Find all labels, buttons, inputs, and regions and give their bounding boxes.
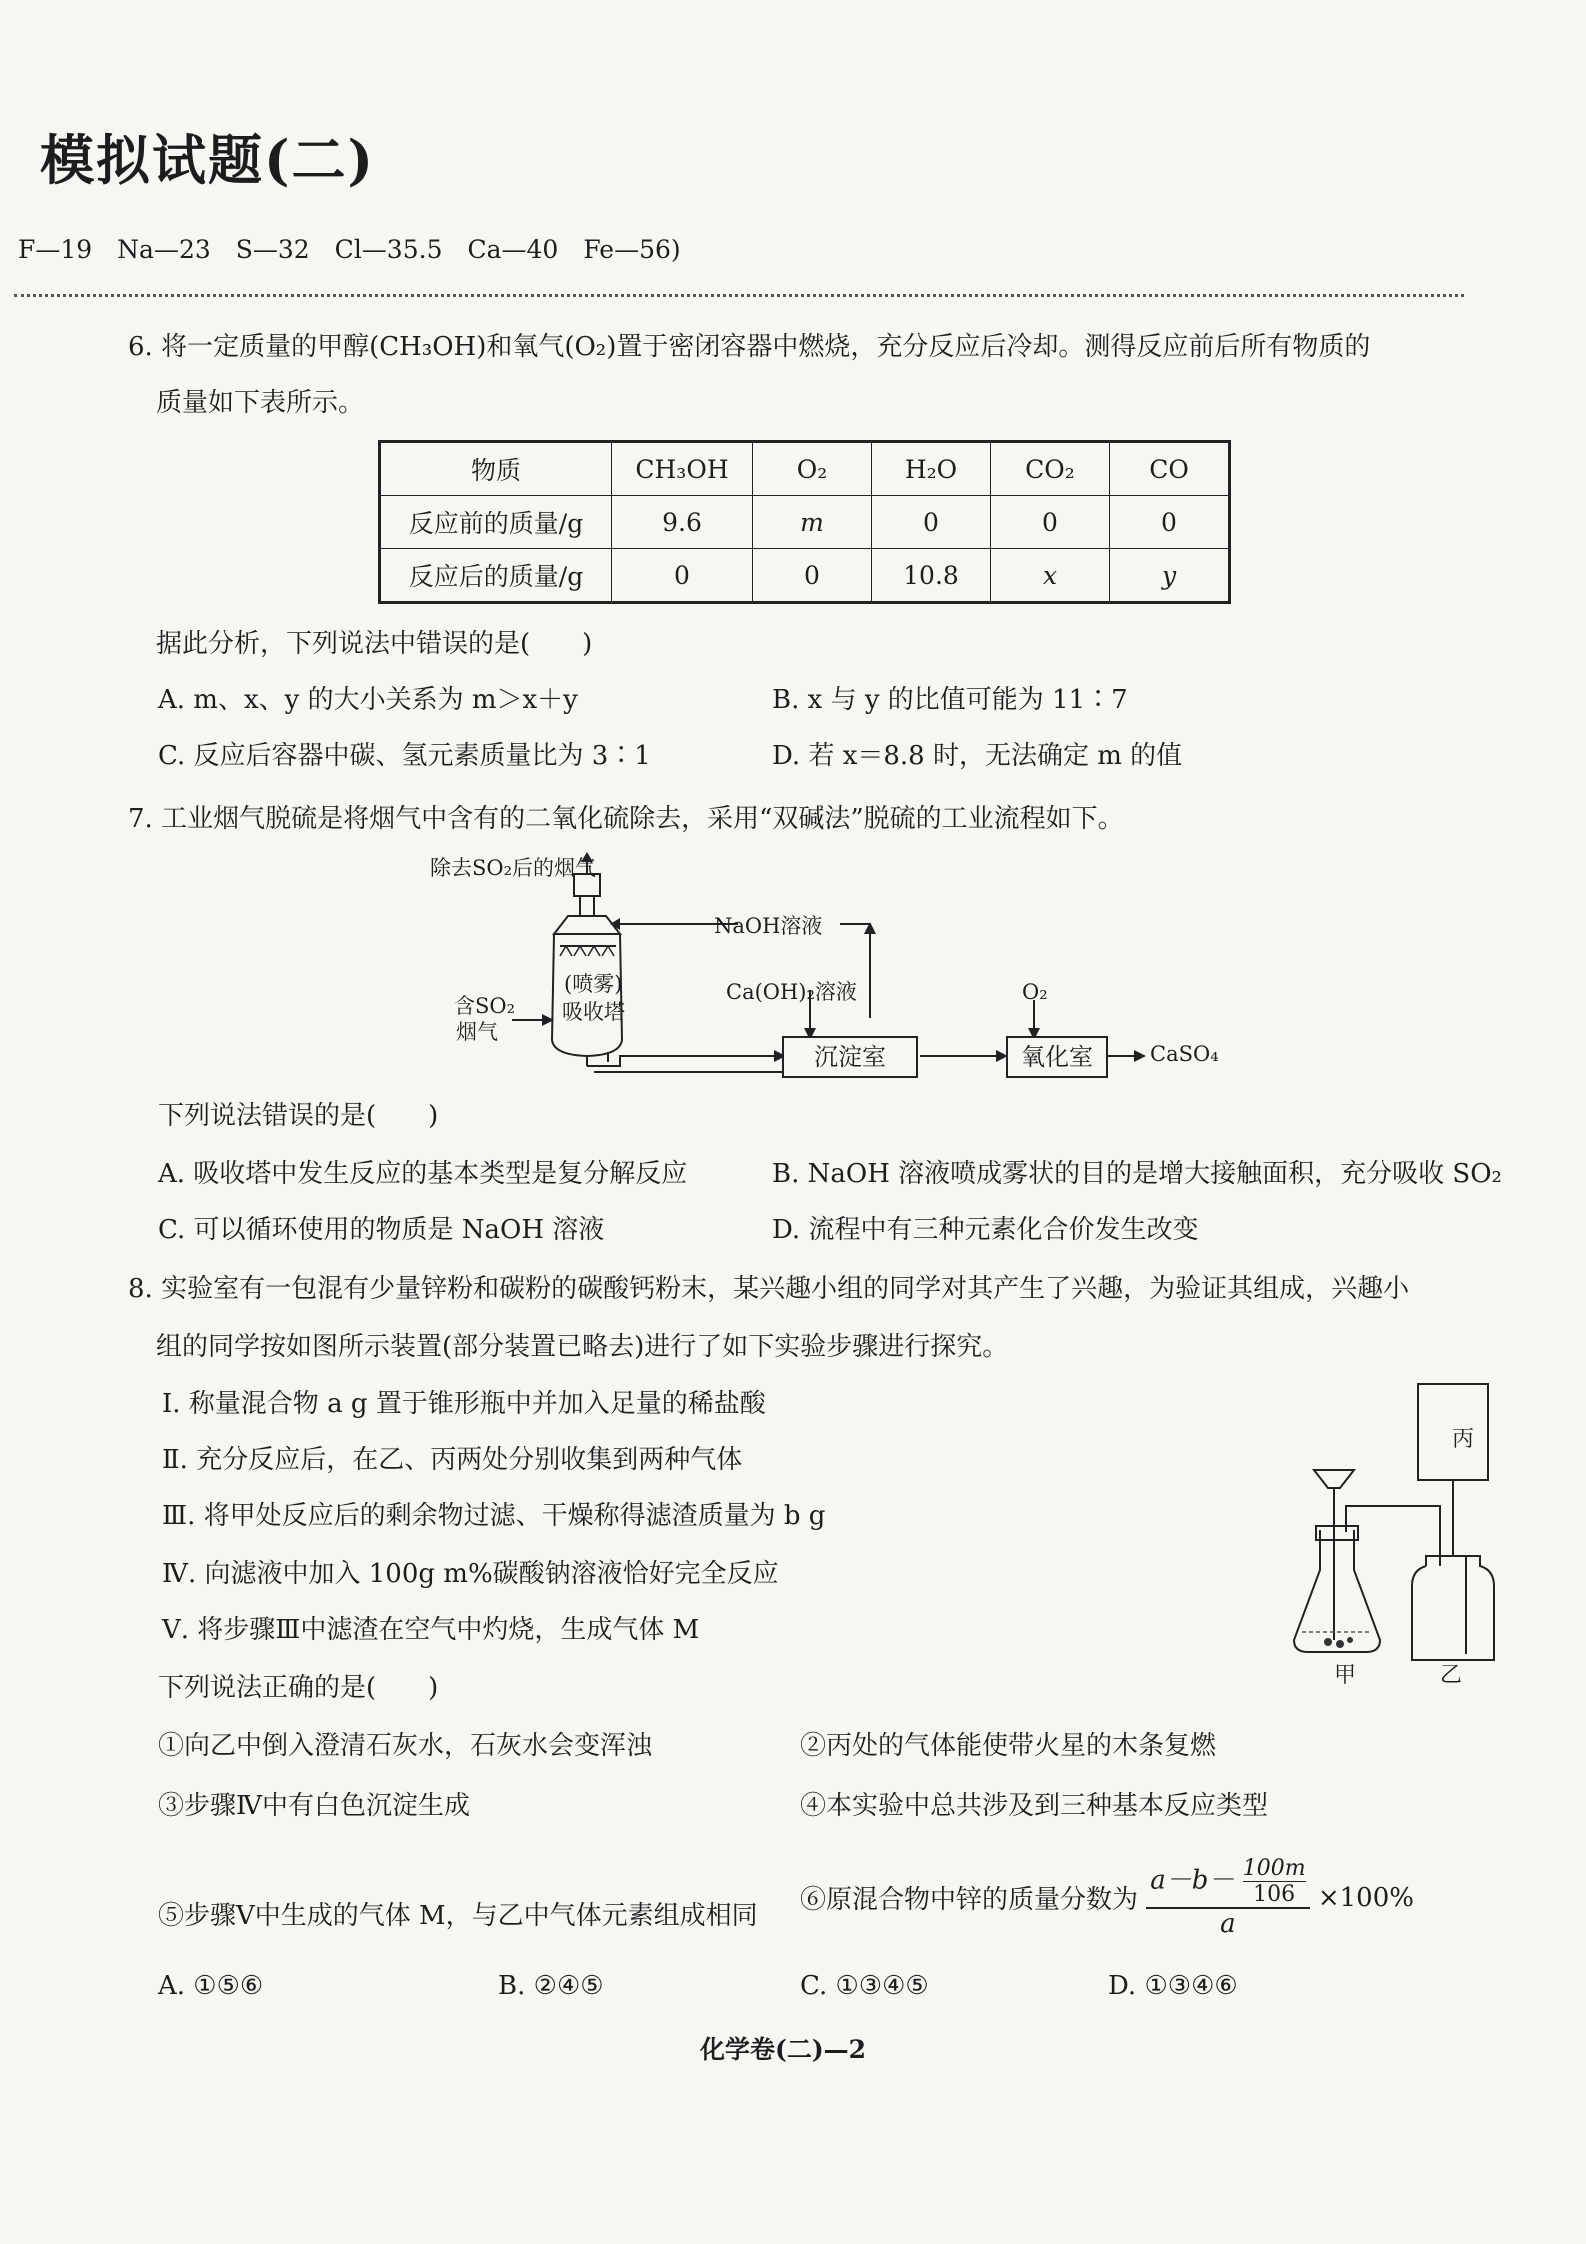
dotted-divider [14, 294, 1464, 297]
q8-fraction-denominator: a [1220, 1909, 1236, 1939]
q8-statement-6 [800, 1856, 1414, 1939]
table-row [380, 549, 1230, 603]
q7-stem: 7. 工业烟气脱硫是将烟气中含有的二氧化硫除去，采用“双碱法”脱硫的工业流程如下。 [128, 804, 1124, 834]
table-header-cell: 物质 [380, 442, 612, 496]
table-cell: m [753, 496, 872, 549]
q8-statement-4: ④本实验中总共涉及到三种基本反应类型 [800, 1791, 1269, 1821]
table-cell: 9.6 [612, 496, 753, 549]
q7-caoh2-label: Ca(OH)₂溶液 [726, 980, 857, 1004]
q7-naoh-label: NaOH溶液 [714, 914, 823, 938]
table-cell: 反应后的质量/g [380, 549, 612, 603]
table-header-cell: O₂ [753, 442, 872, 496]
page-title: 模拟试题(二) [40, 128, 376, 192]
table-row [380, 496, 1230, 549]
q7-oxidation-room: 氧化室 [1006, 1036, 1108, 1078]
q8-statement-2: ②丙处的气体能使带火星的木条复燃 [800, 1731, 1217, 1761]
q8-step-4: Ⅳ. 向滤液中加入 100g m%碳酸钠溶液恰好完全反应 [162, 1559, 779, 1589]
q8-apparatus-label-jia: 甲 [1334, 1663, 1357, 1688]
page-footer: 化学卷(二)—2 [700, 2035, 867, 2064]
q8-step-1: Ⅰ. 称量混合物 a g 置于锥形瓶中并加入足量的稀盐酸 [162, 1389, 766, 1419]
q7-option-b: B. NaOH 溶液喷成雾状的目的是增大接触面积，充分吸收 SO₂ [772, 1159, 1502, 1189]
q7-in-gas-label-2: 烟气 [456, 1020, 498, 1044]
q7-settle-room: 沉淀室 [782, 1036, 918, 1078]
q6-mass-table [378, 440, 1231, 604]
q8-option-a: A. ①⑤⑥ [158, 1971, 264, 2001]
q8-statement-6-suffix: ×100% [1317, 1882, 1414, 1913]
table-cell: y [1110, 549, 1230, 603]
q7-tower-label: 吸收塔 [562, 1000, 625, 1024]
q7-option-a: A. 吸收塔中发生反应的基本类型是复分解反应 [158, 1159, 688, 1189]
q7-spray-label: (喷雾) [564, 972, 623, 996]
table-cell: 0 [1110, 496, 1230, 549]
q8-statement-1: ①向乙中倒入澄清石灰水，石灰水会变浑浊 [158, 1731, 653, 1761]
q8-question: 下列说法正确的是( ) [158, 1673, 439, 1703]
table-header-cell: CO₂ [991, 442, 1110, 496]
q8-statement-3: ③步骤Ⅳ中有白色沉淀生成 [158, 1791, 470, 1821]
table-cell: x [991, 549, 1110, 603]
q6-question: 据此分析，下列说法中错误的是( ) [156, 629, 593, 659]
q7-option-d: D. 流程中有三种元素化合价发生改变 [772, 1215, 1199, 1245]
q8-statement-5: ⑤步骤Ⅴ中生成的气体 M，与乙中气体元素组成相同 [158, 1901, 758, 1931]
q6-option-d: D. 若 x＝8.8 时，无法确定 m 的值 [772, 741, 1183, 771]
q7-question: 下列说法错误的是( ) [158, 1101, 439, 1131]
q8-apparatus-label-yi: 乙 [1440, 1663, 1463, 1688]
q8-option-d: D. ①③④⑥ [1108, 1971, 1238, 2001]
atomic-masses: F—19 Na—23 S—32 Cl—35.5 Ca—40 Fe—56) [18, 235, 681, 264]
table-header-cell: CO [1110, 442, 1230, 496]
q8-step-5: Ⅴ. 将步骤Ⅲ中滤渣在空气中灼烧，生成气体 M [162, 1615, 700, 1645]
q7-option-c: C. 可以循环使用的物质是 NaOH 溶液 [158, 1215, 605, 1245]
table-cell: 0 [991, 496, 1110, 549]
table-header-row [380, 442, 1230, 496]
q6-option-a: A. m、x、y 的大小关系为 m＞x＋y [158, 685, 578, 715]
q8-inner-denominator: 106 [1253, 1882, 1296, 1907]
q6-stem-line2: 质量如下表所示。 [156, 388, 365, 418]
q7-in-gas-label-1: 含SO₂ [454, 994, 516, 1018]
table-cell: 反应前的质量/g [380, 496, 612, 549]
table-header-cell: CH₃OH [612, 442, 753, 496]
q6-stem-line1: 6. 将一定质量的甲醇(CH₃OH)和氧气(O₂)置于密闭容器中燃烧，充分反应后冷却。测得反应前后所有物质的 [128, 332, 1371, 362]
q8-stem-line1: 8. 实验室有一包混有少量锌粉和碳粉的碳酸钙粉末，某兴趣小组的同学对其产生了兴趣，为验证其组成，兴趣小 [128, 1274, 1410, 1304]
q8-fraction-numerator: a－b－ [1150, 1865, 1235, 1896]
q7-out-gas-label: 除去SO₂后的烟气 [430, 856, 597, 880]
q8-step-3: Ⅲ. 将甲处反应后的剩余物过滤、干燥称得滤渣质量为 b g [162, 1501, 826, 1531]
q7-product-label: CaSO₄ [1150, 1042, 1219, 1066]
q6-option-b: B. x 与 y 的比值可能为 11∶7 [772, 685, 1128, 715]
q8-step-2: Ⅱ. 充分反应后，在乙、丙两处分别收集到两种气体 [162, 1445, 743, 1475]
q6-option-c: C. 反应后容器中碳、氢元素质量比为 3∶1 [158, 741, 651, 771]
q8-statement-6-prefix: ⑥原混合物中锌的质量分数为 [800, 1885, 1139, 1915]
q8-stem-line2: 组的同学按如图所示装置(部分装置已略去)进行了如下实验步骤进行探究。 [156, 1332, 1009, 1362]
table-cell: 0 [872, 496, 991, 549]
table-cell: 0 [753, 549, 872, 603]
q7-o2-label: O₂ [1022, 980, 1048, 1004]
q8-option-b: B. ②④⑤ [498, 1971, 604, 2001]
table-cell: 10.8 [872, 549, 991, 603]
q8-apparatus-label-bing: 丙 [1452, 1427, 1475, 1452]
q8-inner-numerator: 100m [1242, 1856, 1306, 1881]
table-header-cell: H₂O [872, 442, 991, 496]
q8-option-c: C. ①③④⑤ [800, 1971, 929, 2001]
table-cell: 0 [612, 549, 753, 603]
q8-zinc-fraction [1146, 1856, 1309, 1939]
q8-apparatus [1280, 1370, 1510, 1680]
